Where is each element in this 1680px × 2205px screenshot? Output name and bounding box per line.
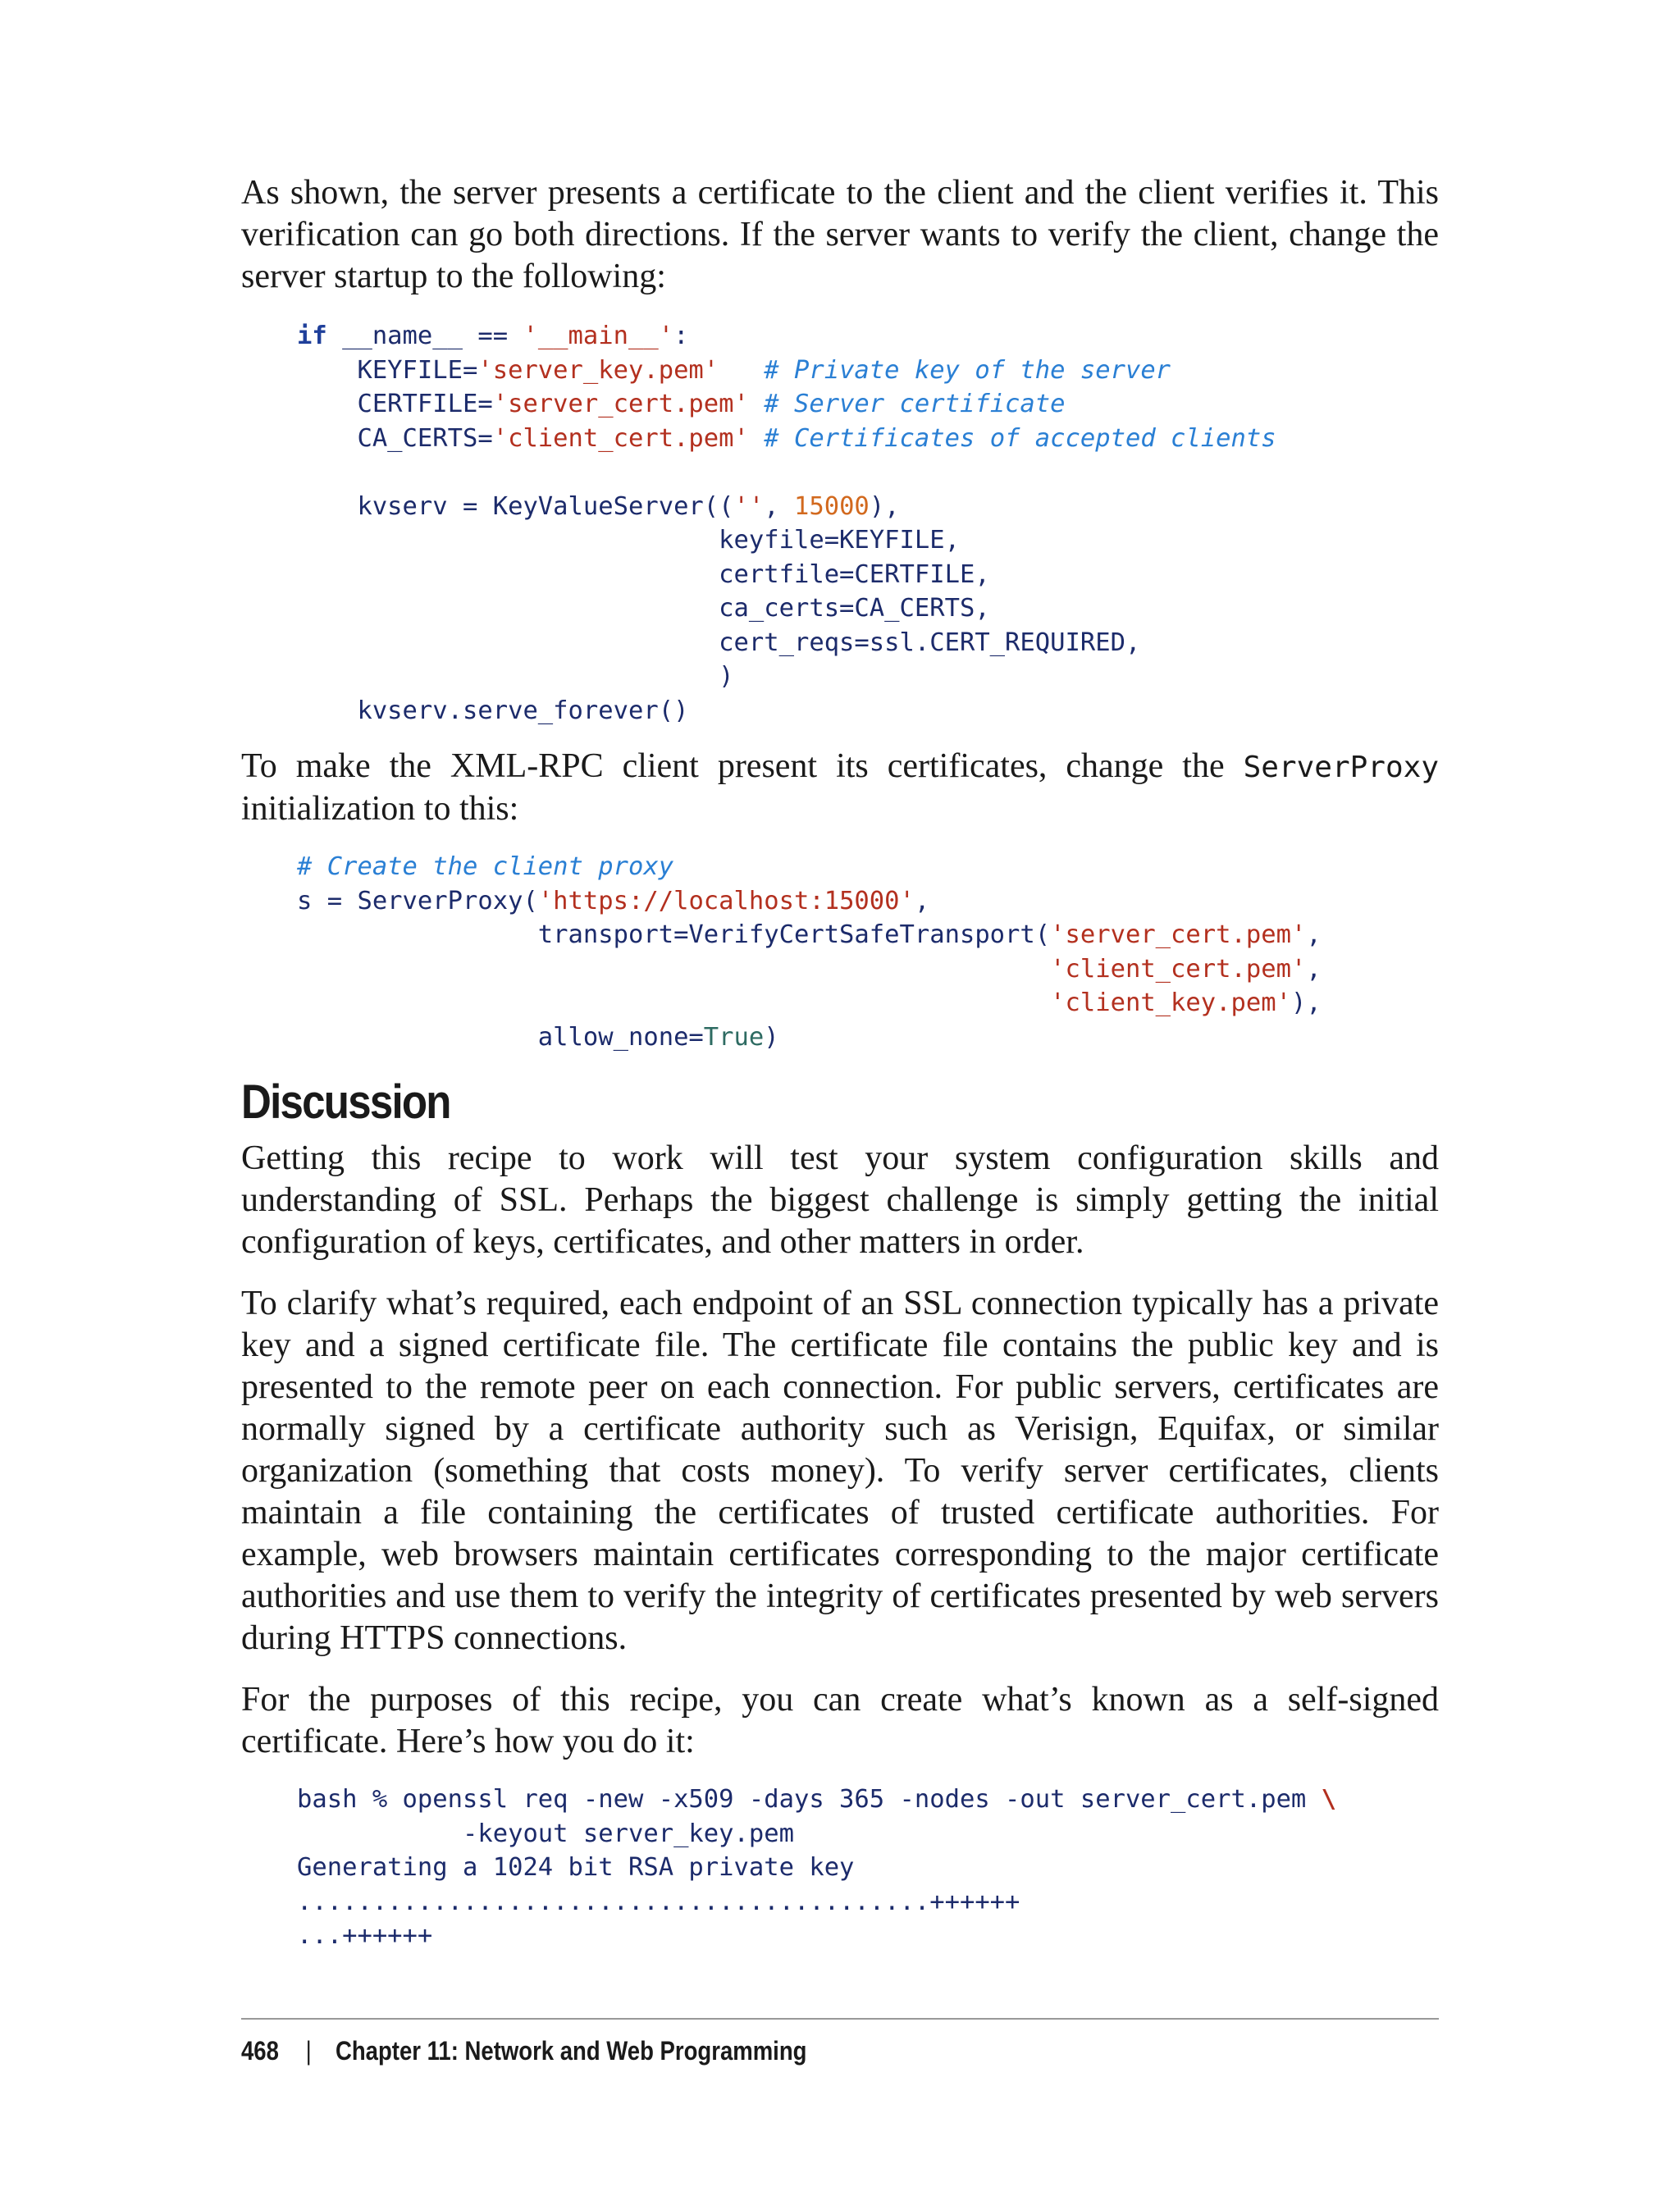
intro-paragraph: As shown, the server presents a certificate to the client and the client verifies it. This verification can go both directions. If the server wants to verify the client, change the server startup to the following: xyxy=(241,174,1439,295)
code-text: , xyxy=(1306,954,1322,984)
discussion-paragraph-1: Getting this recipe to work will test your system configuration skills and understanding of SSL. Perhaps the biggest challenge is simply getting the initial configuration of keys, certificates, and other matters in order. xyxy=(241,1139,1439,1261)
code-block-client xyxy=(241,850,1439,1054)
code-text: KEYFILE= xyxy=(297,355,478,385)
line-continuation: \ xyxy=(1321,1785,1337,1814)
code-text: __name__ == xyxy=(326,322,523,350)
code-block-server xyxy=(241,319,1439,728)
inline-code-serverproxy: ServerProxy xyxy=(1243,751,1439,784)
code-text: ca_certs=CA_CERTS, xyxy=(297,594,990,623)
code-builtin: True xyxy=(703,1022,765,1052)
code-text: , xyxy=(764,491,794,521)
code-text: ..........................................++++++ xyxy=(297,1887,1020,1916)
footer-separator: | xyxy=(305,2036,312,2066)
code-string: 'server_cert.pem' xyxy=(492,390,749,418)
code-text: ), xyxy=(869,491,900,521)
code-string: 'client_cert.pem' xyxy=(492,423,749,453)
discussion-heading: Discussion xyxy=(241,1075,450,1129)
code-text: ...++++++ xyxy=(297,1921,433,1950)
code-text: : xyxy=(673,322,689,350)
discussion-paragraph-2: To clarify what’s required, each endpoint of an SSL connection typically has a private key and a signed certificate file. The certificate file contains the public key and is presented to the remote peer on each connection. For public servers, certificates are normally signed by a certificate authority such as Verisign, Equifax, or similar organization (something that costs money). To verify server certificates, clients maintain a file containing the certificates of trusted certificate authorities. For example, web browsers maintain certificates corresponding to the major certificate authorities and use them to verify the integrity of certificates presented by web servers during HTTPS connections. xyxy=(241,1285,1439,1657)
code-text: -keyout server_key.pem xyxy=(297,1819,794,1848)
code-text: CA_CERTS= xyxy=(297,423,493,453)
code-text: , xyxy=(914,886,930,915)
code-text: transport=VerifyCertSafeTransport( xyxy=(297,920,1051,949)
code-block-shell xyxy=(241,1783,1439,1953)
paragraph-text: initialization to this: xyxy=(241,790,519,828)
code-comment: # Server certificate xyxy=(748,390,1066,418)
code-text: ) xyxy=(297,662,734,691)
discussion-paragraph-3: For the purposes of this recipe, you can create what’s known as a self-signed certificate. Here’s how you do it: xyxy=(241,1681,1439,1760)
code-text: CERTFILE= xyxy=(297,390,493,418)
code-string: 'https://localhost:15000' xyxy=(537,886,915,915)
code-string: 'server_key.pem' xyxy=(477,355,719,385)
code-keyword: if xyxy=(297,322,327,350)
code-string: '' xyxy=(733,491,765,521)
code-text: bash % openssl req -new -x509 -days 365 -nodes -out server_cert.pem xyxy=(297,1785,1322,1814)
code-comment: # Certificates of accepted clients xyxy=(748,423,1276,453)
code-number: 15000 xyxy=(793,491,870,521)
code-string: 'server_cert.pem' xyxy=(1050,920,1307,949)
code-text: cert_reqs=ssl.CERT_REQUIRED, xyxy=(297,628,1141,657)
paragraph-text: To make the XML-RPC client present its certificates, change the xyxy=(241,747,1244,785)
code-text: certfile=CERTFILE, xyxy=(297,559,990,589)
code-text: ) xyxy=(764,1022,779,1052)
code-string: '__main__' xyxy=(523,322,674,350)
code-text: , xyxy=(1306,920,1322,949)
page-content xyxy=(241,172,1439,1953)
code-text: kvserv = KeyValueServer(( xyxy=(297,491,734,521)
code-text: keyfile=KEYFILE, xyxy=(297,526,960,555)
code-string: 'client_key.pem' xyxy=(1050,988,1291,1017)
page-footer xyxy=(241,2018,1439,2066)
code-text xyxy=(297,955,1050,984)
code-string: 'client_cert.pem' xyxy=(1050,954,1307,984)
code-text xyxy=(297,988,1050,1017)
chapter-title: Chapter 11: Network and Web Programming xyxy=(335,2036,807,2066)
code-text: s = ServerProxy( xyxy=(297,886,538,915)
code-text: kvserv.serve_forever() xyxy=(297,696,689,725)
code-comment: # Private key of the server xyxy=(719,355,1171,385)
code-text: Generating a 1024 bit RSA private key xyxy=(297,1853,855,1882)
footer-text xyxy=(241,2036,1271,2066)
code-text: ), xyxy=(1290,988,1322,1017)
client-proxy-paragraph xyxy=(241,746,1439,830)
code-comment: # Create the client proxy xyxy=(297,852,674,881)
code-text: allow_none= xyxy=(297,1022,704,1052)
page-number: 468 xyxy=(241,2036,279,2066)
